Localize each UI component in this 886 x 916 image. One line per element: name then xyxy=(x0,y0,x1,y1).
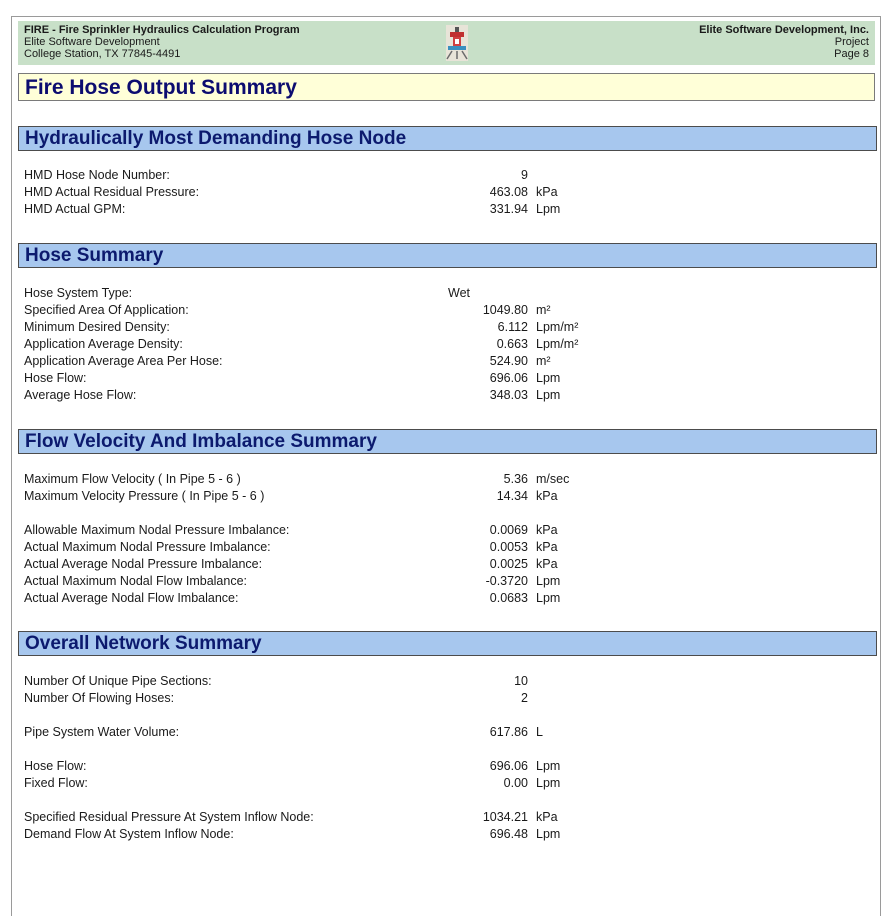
data-row xyxy=(24,826,624,843)
row-value: 0.0069 xyxy=(489,523,528,537)
row-label: Actual Average Nodal Flow Imbalance: xyxy=(24,591,239,605)
row-value: 617.86 xyxy=(489,725,528,739)
row-value: 9 xyxy=(521,168,528,182)
row-unit: Lpm xyxy=(536,202,561,216)
row-value: 1034.21 xyxy=(482,810,528,824)
data-row xyxy=(24,590,624,607)
row-label: HMD Hose Node Number: xyxy=(24,168,170,182)
data-row xyxy=(24,690,624,707)
row-label: Maximum Velocity Pressure ( In Pipe 5 - 6 ) xyxy=(24,489,265,503)
row-unit: Lpm/m² xyxy=(536,320,579,334)
row-label: Hose System Type: xyxy=(24,286,133,300)
data-row xyxy=(24,471,624,488)
data-row xyxy=(24,758,624,775)
project-label: Project xyxy=(834,36,869,48)
vendor-name: Elite Software Development, Inc. xyxy=(699,24,869,36)
section-title: Overall Network Summary xyxy=(25,633,262,654)
row-value: 524.90 xyxy=(489,354,528,368)
row-unit: m² xyxy=(536,303,551,317)
row-value: Wet xyxy=(448,286,470,300)
row-value: 14.34 xyxy=(496,489,528,503)
row-unit: Lpm xyxy=(536,827,561,841)
report-title-box xyxy=(18,73,875,101)
section-title: Hose Summary xyxy=(25,245,164,266)
section-title: Hydraulically Most Demanding Hose Node xyxy=(25,128,407,149)
row-label: Hose Flow: xyxy=(24,759,87,773)
row-unit: kPa xyxy=(536,557,558,571)
row-value: 696.06 xyxy=(489,371,528,385)
row-value: 696.48 xyxy=(489,827,528,841)
row-value: 0.0025 xyxy=(489,557,528,571)
company-address: College Station, TX 77845-4491 xyxy=(24,48,181,60)
row-label: HMD Actual GPM: xyxy=(24,202,126,216)
row-value: 696.06 xyxy=(489,759,528,773)
data-row xyxy=(24,556,624,573)
data-row xyxy=(24,488,624,505)
row-unit: Lpm xyxy=(536,759,561,773)
data-row xyxy=(24,201,624,218)
data-row xyxy=(24,353,624,370)
company-line: Elite Software Development xyxy=(24,36,160,48)
row-unit: m/sec xyxy=(536,472,570,486)
row-value: 10 xyxy=(514,674,528,688)
row-label: Actual Average Nodal Pressure Imbalance: xyxy=(24,557,263,571)
row-label: Hose Flow: xyxy=(24,371,87,385)
row-label: HMD Actual Residual Pressure: xyxy=(24,185,200,199)
page-number: Page 8 xyxy=(834,48,869,60)
row-value: 1049.80 xyxy=(482,303,528,317)
data-row xyxy=(24,184,624,201)
data-row xyxy=(24,285,624,302)
row-label: Application Average Area Per Hose: xyxy=(24,354,223,368)
section-hmd-header xyxy=(18,126,877,151)
row-label: Pipe System Water Volume: xyxy=(24,725,180,739)
sprinkler-logo-icon xyxy=(446,25,468,61)
section-flow-header xyxy=(18,429,877,454)
row-unit: Lpm xyxy=(536,574,561,588)
header-right xyxy=(699,24,869,60)
row-unit: Lpm xyxy=(536,776,561,790)
row-label: Number Of Unique Pipe Sections: xyxy=(24,674,212,688)
data-row xyxy=(24,319,624,336)
data-row xyxy=(24,336,624,353)
data-row xyxy=(24,809,624,826)
row-label: Fixed Flow: xyxy=(24,776,88,790)
row-label: Maximum Flow Velocity ( In Pipe 5 - 6 ) xyxy=(24,472,241,486)
section-hose-header xyxy=(18,243,877,268)
row-label: Specified Residual Pressure At System Inflow Node: xyxy=(24,810,314,824)
data-row xyxy=(24,387,624,404)
row-unit: L xyxy=(536,725,543,739)
data-row xyxy=(24,775,624,792)
row-label: Average Hose Flow: xyxy=(24,388,137,402)
row-value: 0.0053 xyxy=(489,540,528,554)
row-value: 5.36 xyxy=(503,472,528,486)
row-unit: Lpm/m² xyxy=(536,337,579,351)
row-unit: Lpm xyxy=(536,388,561,402)
data-row xyxy=(24,370,624,387)
row-label: Actual Maximum Nodal Pressure Imbalance: xyxy=(24,540,271,554)
data-row xyxy=(24,522,624,539)
row-unit: kPa xyxy=(536,540,558,554)
row-unit: Lpm xyxy=(536,371,561,385)
row-unit: kPa xyxy=(536,489,558,503)
header-left xyxy=(24,24,300,60)
data-row xyxy=(24,302,624,319)
data-row xyxy=(24,539,624,556)
program-name: FIRE xyxy=(24,24,50,36)
row-value: 348.03 xyxy=(489,388,528,402)
section-network-header xyxy=(18,631,877,656)
row-value: 0.663 xyxy=(496,337,528,351)
row-value: -0.3720 xyxy=(485,574,528,588)
data-row xyxy=(24,573,624,590)
row-label: Specified Area Of Application: xyxy=(24,303,189,317)
row-value: 2 xyxy=(521,691,528,705)
row-value: 0.00 xyxy=(503,776,528,790)
row-label: Allowable Maximum Nodal Pressure Imbalance: xyxy=(24,523,290,537)
row-unit: m² xyxy=(536,354,551,368)
row-label: Actual Maximum Nodal Flow Imbalance: xyxy=(24,574,247,588)
row-value: 6.112 xyxy=(497,320,528,334)
report-title: Fire Hose Output Summary xyxy=(25,76,297,99)
row-label: Minimum Desired Density: xyxy=(24,320,170,334)
row-value: 0.0683 xyxy=(489,591,528,605)
data-row xyxy=(24,724,624,741)
row-unit: Lpm xyxy=(536,591,561,605)
row-value: 463.08 xyxy=(489,185,528,199)
row-label: Number Of Flowing Hoses: xyxy=(24,691,175,705)
row-label: Demand Flow At System Inflow Node: xyxy=(24,827,234,841)
report-header xyxy=(18,21,875,65)
row-unit: kPa xyxy=(536,185,558,199)
row-value: 331.94 xyxy=(489,202,528,216)
data-row xyxy=(24,673,624,690)
program-description: - Fire Sprinkler Hydraulics Calculation Program xyxy=(49,24,300,36)
section-title: Flow Velocity And Imbalance Summary xyxy=(25,431,377,452)
data-row xyxy=(24,167,624,184)
row-unit: kPa xyxy=(536,523,558,537)
row-label: Application Average Density: xyxy=(24,337,183,351)
row-unit: kPa xyxy=(536,810,558,824)
